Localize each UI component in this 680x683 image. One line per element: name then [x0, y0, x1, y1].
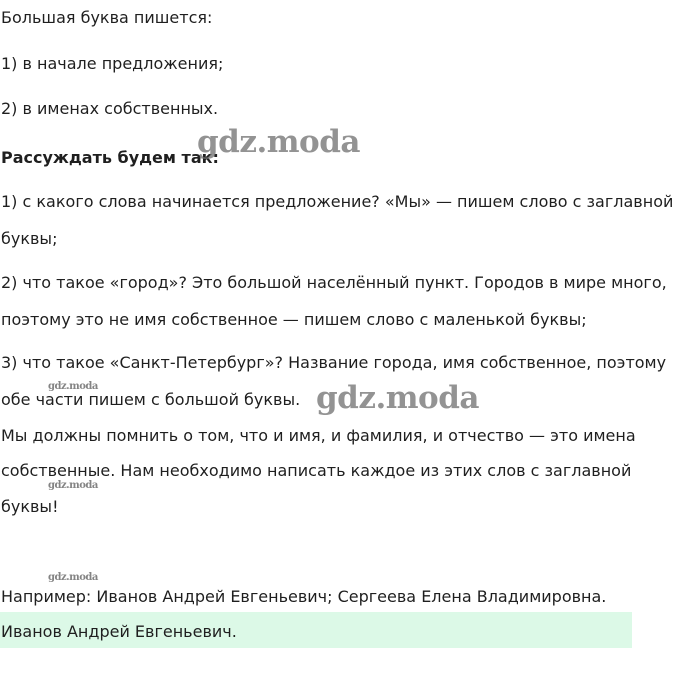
rule-item-2: 2) в именах собственных.: [1, 99, 219, 118]
conclusion-line-3: буквы!: [1, 497, 59, 516]
reasoning-step-1-line-2: буквы;: [1, 229, 58, 248]
conclusion-line-1: Мы должны помнить о том, что и имя, и фамилия, и отчество — это имена: [1, 426, 636, 445]
reasoning-step-2-line-2: поэтому это не имя собственное — пишем слово с маленькой буквы;: [1, 310, 587, 329]
watermark-logo-small: gdz.moda: [48, 381, 98, 392]
watermark-logo-small: gdz.moda: [48, 480, 98, 491]
rule-item-1: 1) в начале предложения;: [1, 54, 224, 73]
answer-line: Иванов Андрей Евгеньевич.: [1, 622, 237, 641]
watermark-logo: gdz.moda: [316, 380, 479, 416]
reasoning-step-2-line-1: 2) что такое «город»? Это большой населённый пункт. Городов в мире много,: [1, 273, 667, 292]
watermark-logo: gdz.moda: [197, 124, 360, 160]
reasoning-step-3-line-2: обе части пишем с большой буквы.: [1, 390, 301, 409]
reasoning-step-3-line-1: 3) что такое «Санкт-Петербург»? Название города, имя собственное, поэтому: [1, 353, 667, 372]
reasoning-step-1-line-1: 1) с какого слова начинается предложение? «Мы» — пишем слово с заглавной: [1, 192, 674, 211]
reasoning-heading: Рассуждать будем так:: [1, 148, 219, 167]
rule-heading: Большая буква пишется:: [1, 8, 213, 27]
conclusion-line-2: собственные. Нам необходимо написать каждое из этих слов с заглавной: [1, 461, 632, 480]
watermark-logo-small: gdz.moda: [48, 572, 98, 583]
example-line: Например: Иванов Андрей Евгеньевич; Сергеева Елена Владимировна.: [1, 587, 607, 606]
